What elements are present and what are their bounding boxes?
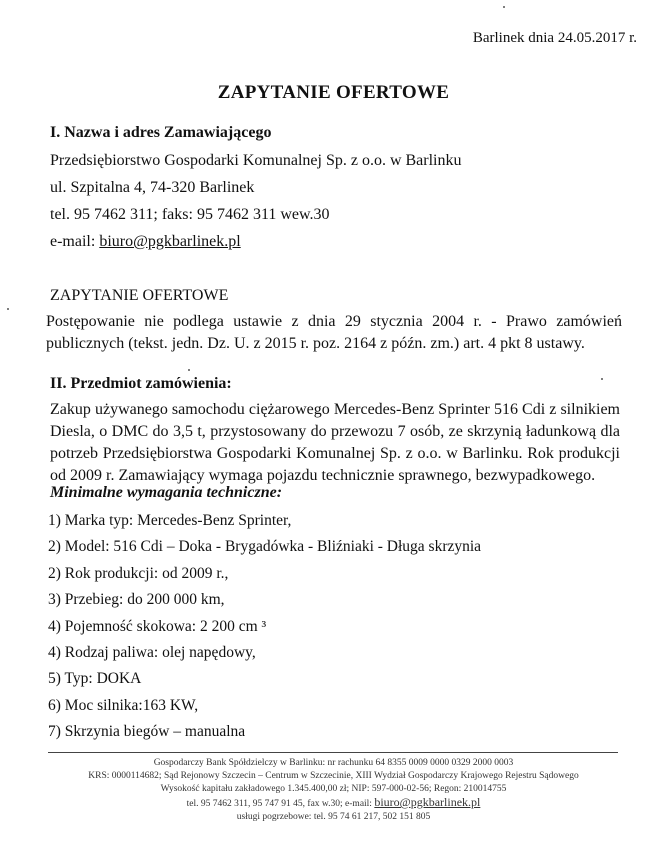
document-title: ZAPYTANIE OFERTOWE: [217, 82, 450, 103]
footer-funeral-services: usługi pogrzebowe: tel. 95 74 61 217, 502 151 805: [236, 812, 431, 822]
footer-divider: [48, 752, 618, 753]
footer-krs: KRS: 0000114682; Sąd Rejonowy Szczecin – Centrum w Szczecinie, XIII Wydział Gospodarczy Krajowego Rejestru Sądowego: [88, 771, 579, 781]
company-email-line: [50, 233, 241, 251]
list-item: 1) Marka typ: Mercedes-Benz Sprinter,: [48, 512, 292, 529]
list-item: 6) Moc silnika:163 KW,: [48, 696, 199, 714]
subject-description: Zakup używanego samochodu ciężarowego Mercedes-Benz Sprinter 516 Cdi z silnikiem Diesla, o DMC do 3,5 t, przystosowany do przewozu 7 osób, ze skrzynią ładunkową dla potrzeb Przedsiębiorstwa Gospodarki Komunalnej Sp. z o.o. w Barlinku. Rok produkcji od 2009 r. Zamawiający wymaga pojazdu technicznie sprawnego, bezwypadkowego.: [50, 401, 620, 484]
footer: [0, 757, 667, 824]
list-item: 7) Skrzynia biegów – manualna: [48, 723, 246, 741]
email-label: e-mail:: [50, 233, 100, 250]
requirements-list: [48, 508, 481, 746]
scan-speck: [601, 378, 603, 380]
company-name: Przedsiębiorstwo Gospodarki Komunalnej Sp. z o.o. w Barlinku: [50, 152, 462, 169]
list-item: 2) Model: 516 Cdi – Doka - Brygadówka - Bliźniaki - Długa skrzynia: [48, 538, 482, 556]
scan-speck: [188, 369, 190, 371]
list-item: 5) Typ: DOKA: [48, 670, 142, 688]
company-address: ul. Szpitalna 4, 74-320 Barlinek: [50, 179, 255, 196]
email-link[interactable]: biuro@pgkbarlinek.pl: [99, 233, 241, 250]
list-item: 3) Przebieg: do 200 000 km,: [48, 591, 225, 609]
scan-speck: [7, 308, 9, 310]
scan-speck: [503, 6, 505, 8]
list-item: 4) Rodzaj paliwa: olej napędowy,: [48, 643, 256, 661]
inquiry-heading: ZAPYTANIE OFERTOWE: [50, 287, 229, 304]
footer-contact: [0, 796, 667, 811]
list-item: 4) Pojemność skokowa: 2 200 cm ³: [48, 617, 267, 635]
min-requirements-heading: Minimalne wymagania techniczne:: [50, 484, 283, 501]
place-date: Barlinek dnia 24.05.2017 r.: [472, 30, 637, 46]
section2-heading: II. Przedmiot zamówienia:: [50, 375, 232, 392]
footer-bank: Gospodarczy Bank Spółdzielczy w Barlinku: nr rachunku 64 8355 0009 0000 0329 2000 0003: [153, 758, 514, 768]
list-item: 2) Rok produkcji: od 2009 r.,: [48, 564, 229, 582]
company-phone: tel. 95 7462 311; faks: 95 7462 311 wew.30: [50, 206, 330, 223]
footer-capital: Wysokość kapitału zakładowego 1.345.400,00 zł; NIP: 597-000-02-56; Regon: 210014755: [160, 784, 507, 794]
footer-email-link[interactable]: biuro@pgkbarlinek.pl: [374, 795, 481, 809]
section1-heading: I. Nazwa i adres Zamawiającego: [50, 124, 272, 141]
footer-contact-text: tel. 95 7462 311, 95 747 91 45, fax w.30; e-mail:: [186, 799, 375, 809]
inquiry-text: Postępowanie nie podlega ustawie z dnia 29 stycznia 2004 r. - Prawo zamówień publicznych (tekst. jedn. Dz. U. z 2015 r. poz. 2164 z późn. zm.) art. 4 pkt 8 ustawy.: [46, 313, 622, 352]
